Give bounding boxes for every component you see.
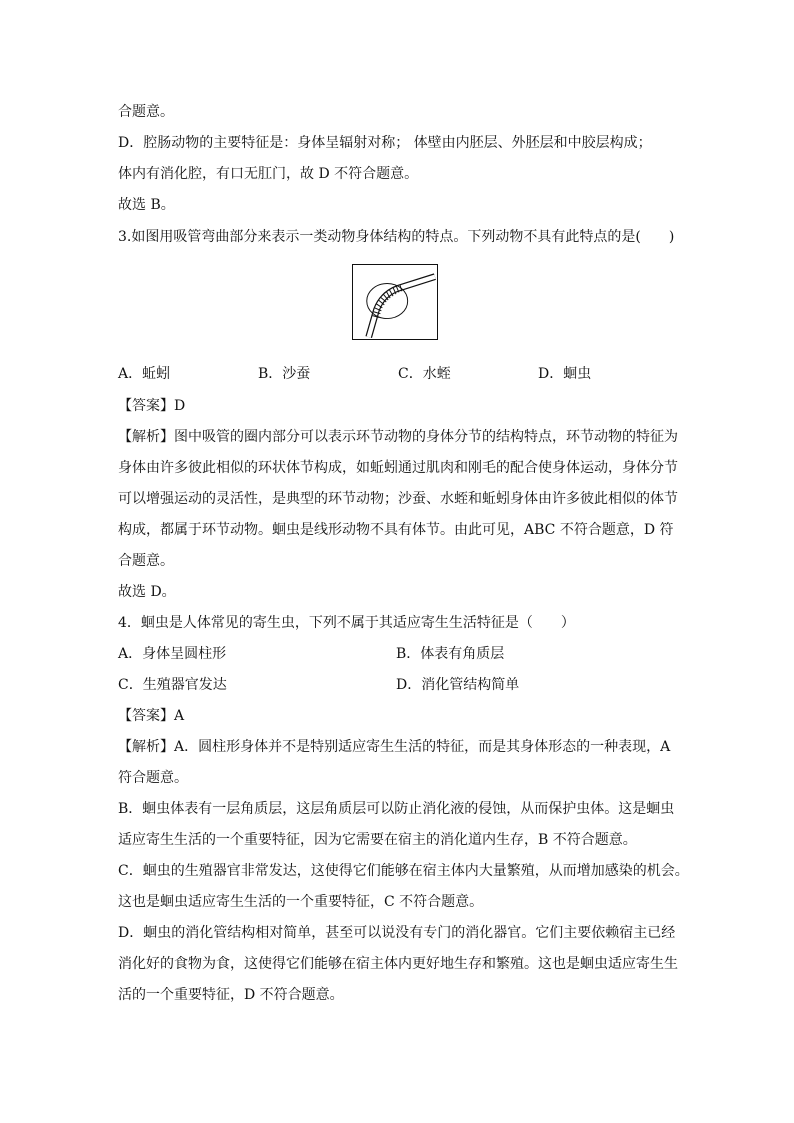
text-line: 体内有消化腔，有口无肛门，故 D 不符合题意。 [118,166,419,182]
q3-option-d: D．蛔虫 [538,366,592,382]
q4-explanation-line: 【解析】A．圆柱形身体并不是特别适应寄生生活的特征，而是其身体形态的一种表现，A [118,739,671,755]
q3-explanation-line: 【解析】图中吸管的圈内部分可以表示环节动物的身体分节的结构特点，环节动物的特征为 [118,429,678,445]
q3-explanation-line: 合题意。 [118,553,174,569]
q3-option-b: B．沙蚕 [258,366,311,382]
q3-explanation-line: 构成，都属于环节动物。蛔虫是线形动物不具有体节。由此可见，ABC 不符合题意，D 符 [118,522,674,538]
q4-explanation-line: 适应寄生生活的一个重要特征，因为它需要在宿主的消化道内生存，B 不符合题意。 [118,832,637,848]
q3-option-c: C．水蛭 [398,366,451,382]
text-line: 合题意。 [118,104,174,120]
q4-explanation-line: 符合题意。 [118,770,188,786]
q3-option-a: A．蚯蚓 [118,366,171,382]
bent-straw-illustration [353,265,437,339]
q4-option-b: B．体表有角质层 [396,646,505,662]
question-3-stem: 3.如图用吸管弯曲部分来表示一类动物身体结构的特点。下列动物不具有此特点的是( ) [118,229,675,245]
q4-option-c: C．生殖器官发达 [118,677,227,693]
q4-explanation-line: 活的一个重要特征，D 不符合题意。 [118,987,344,1003]
q4-option-d: D．消化管结构简单 [396,677,520,693]
q3-answer: 【答案】D [118,398,186,414]
q4-explanation-line: 这也是蛔虫适应寄生生活的一个重要特征，C 不符合题意。 [118,894,484,910]
q4-explanation-line: 消化好的食物为食，这使得它们能够在宿主体内更好地生存和繁殖。这也是蛔虫适应寄生生 [118,956,678,972]
text-line: 故选 B。 [118,197,175,213]
q3-explanation-line: 身体由许多彼此相似的环状体节构成，如蚯蚓通过肌肉和刚毛的配合使身体运动，身体分节 [118,460,678,476]
q3-explanation-line: 可以增强运动的灵活性，是典型的环节动物；沙蚕、水蛭和蚯蚓身体由许多彼此相似的体节 [118,491,678,507]
straw-figure [352,264,438,340]
q4-explanation-line: C．蛔虫的生殖器官非常发达，这使得它们能够在宿主体内大量繁殖，从而增加感染的机会。 [118,863,689,879]
text-line: D．腔肠动物的主要特征是：身体呈辐射对称； 体壁由内胚层、外胚层和中胶层构成； [118,135,652,151]
question-4-stem: 4．蛔虫是人体常见的寄生虫，下列不属于其适应寄生生活特征是（ ） [118,615,575,631]
q3-selection: 故选 D。 [118,584,176,600]
q4-option-a: A．身体呈圆柱形 [118,646,227,662]
q4-explanation-line: D．蛔虫的消化管结构相对简单，甚至可以说没有专门的消化器官。它们主要依赖宿主已经 [118,925,676,941]
q4-explanation-line: B．蛔虫体表有一层角质层，这层角质层可以防止消化液的侵蚀，从而保护虫体。这是蛔虫 [118,801,675,817]
q4-answer: 【答案】A [118,708,185,724]
